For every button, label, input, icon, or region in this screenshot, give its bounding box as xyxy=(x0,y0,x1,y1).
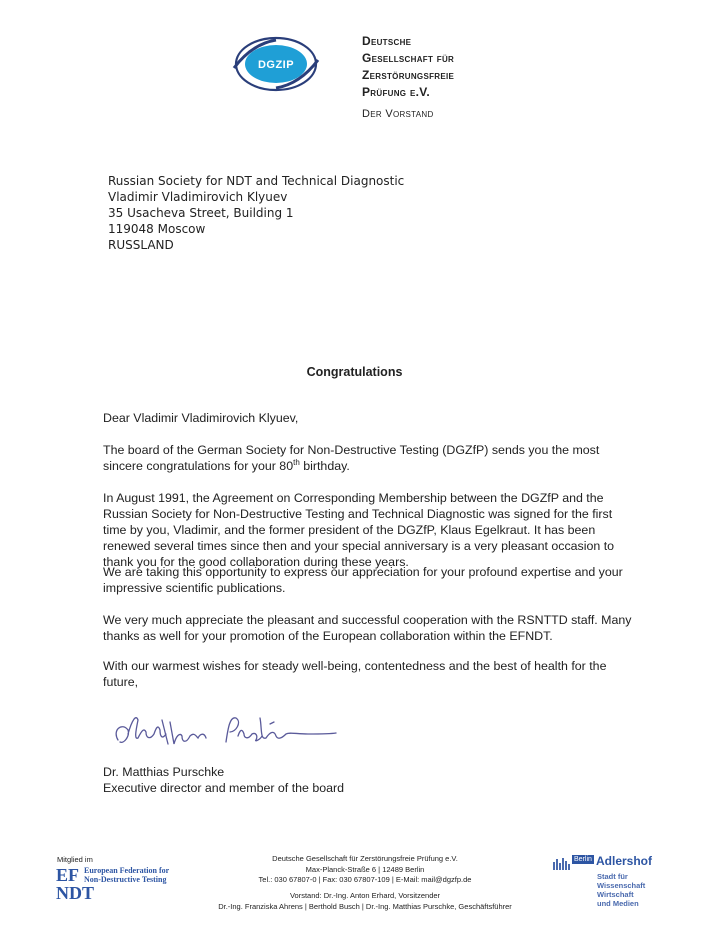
address-line: Vladimir Vladimirovich Klyuev xyxy=(108,190,288,204)
footer-line: Deutsche Gesellschaft für Zerstörungsfreie Prüfung e.V. xyxy=(272,854,458,863)
paragraph-3: We are taking this opportunity to express our appreciation for your profound expertise and your impressive scientific publications. xyxy=(103,565,623,595)
member-label: Mitglied im xyxy=(57,855,93,864)
signer-name: Dr. Matthias Purschke xyxy=(103,765,225,779)
footer-line: Vorstand: Dr.-Ing. Anton Erhard, Vorsitzender xyxy=(289,891,441,900)
address-line: RUSSLAND xyxy=(108,238,174,252)
tagline-line: Wirtschaft xyxy=(597,890,634,899)
org-line: Prüfung e.V. xyxy=(362,85,431,99)
logo-text: DGZIP xyxy=(257,59,295,71)
signer-title: Executive director and member of the board xyxy=(103,781,345,795)
dgzip-logo xyxy=(232,34,320,94)
paragraph-2: In August 1991, the Agreement on Corresponding Membership between the DGZfP and the Russian Society for Non-Destructive Testing and Technical Diagnostic was signed for the first time by you, Vladimir, and the former president of the DGZfP, Klaus Egelkraut. It has been renewed several times since then and your special anniversary is a very pleasant occasion to thank you for the good collaboration during these years. xyxy=(103,491,615,569)
footer-line: Max-Planck-Straße 6 | 12489 Berlin xyxy=(305,864,425,874)
tagline-line: Stadt für xyxy=(597,872,628,881)
recipient-address xyxy=(108,173,404,253)
paragraph-1-text: The board of the German Society for Non-Destructive Testing (DGZfP) sends you the most sincere congratulations for your 80 xyxy=(103,443,600,473)
berlin-badge: Berlin xyxy=(574,856,592,863)
salutation: Dear Vladimir Vladimirovich Klyuev, xyxy=(103,411,299,425)
signer-block xyxy=(103,764,344,796)
footer-board xyxy=(200,891,530,912)
handwritten-signature xyxy=(110,700,340,760)
paragraph-4: We very much appreciate the pleasant and successful cooperation with the RSNTTD staff. Many thanks as well for your promotion of the European collaboration within the EFNDT. xyxy=(103,613,632,643)
efndt-name xyxy=(84,866,169,884)
adlershof-skyline-icon xyxy=(552,856,572,870)
org-line: Zerstörungsfreie xyxy=(362,68,455,82)
address-line: 119048 Moscow xyxy=(108,222,206,236)
address-line: Russian Society for NDT and Technical Diagnostic xyxy=(108,174,405,188)
org-line: Deutsche xyxy=(362,34,412,48)
footer-line: Dr.-Ing. Franziska Ahrens | Berthold Busch | Dr.-Ing. Matthias Purschke, Geschäftsführer xyxy=(218,901,512,911)
ordinal-suffix: th xyxy=(293,457,300,467)
adlershof-tagline xyxy=(597,872,645,908)
svg-text:NDT: NDT xyxy=(56,883,95,903)
paragraph-1-end: birthday. xyxy=(299,459,350,473)
efndt-name-line: European Federation for xyxy=(84,866,170,875)
efndt-name-line: Non-Destructive Testing xyxy=(84,875,167,884)
paragraph-1 xyxy=(103,442,633,474)
footer-address xyxy=(200,854,530,886)
tagline-line: Wissenschaft xyxy=(597,881,646,890)
tagline-line: und Medien xyxy=(597,899,639,908)
address-line: 35 Usacheva Street, Building 1 xyxy=(108,206,294,220)
paragraph-5: With our warmest wishes for steady well-being, contentedness and the best of health for the future, xyxy=(103,659,607,689)
adlershof-name: Adlershof xyxy=(596,854,653,868)
footer-line: Tel.: 030 67807-0 | Fax: 030 67807-109 | E-Mail: mail@dgzfp.de xyxy=(258,875,472,884)
org-line: Gesellschaft für xyxy=(362,51,455,65)
letter-subject: Congratulations xyxy=(306,365,403,379)
svg-text:EF: EF xyxy=(56,865,80,885)
efndt-logo xyxy=(56,865,95,903)
org-name xyxy=(362,33,454,101)
department-label: Der Vorstand xyxy=(362,108,434,120)
